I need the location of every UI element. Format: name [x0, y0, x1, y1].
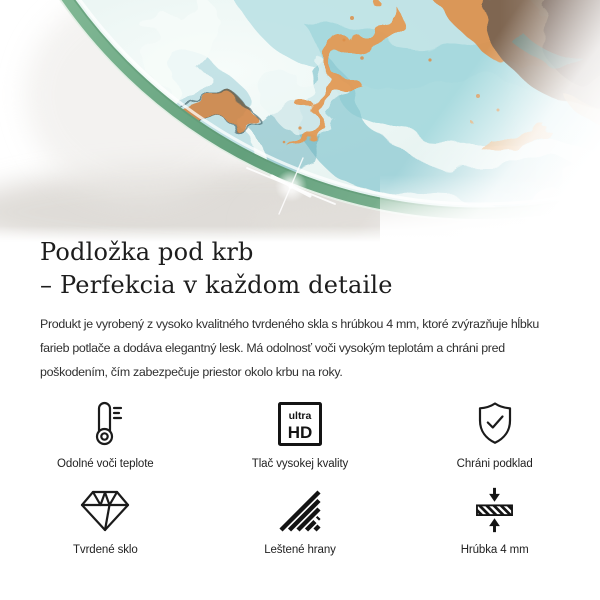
svg-text:HD: HD [287, 423, 313, 442]
polished-edges-icon [276, 486, 324, 534]
feature-label: Hrúbka 4 mm [460, 544, 529, 556]
feature-item-heat-resistant [8, 400, 203, 472]
feature-item-tempered-glass [8, 486, 203, 558]
product-info-section [0, 236, 600, 558]
thickness-press-icon [472, 486, 517, 534]
feature-item-print-quality [203, 400, 398, 472]
feature-label: Odolné voči teplote [57, 458, 154, 470]
feature-item-protects-floor [397, 400, 592, 472]
glass-pad-image [0, 0, 600, 242]
thermometer-heat-icon [86, 400, 124, 448]
page-title [40, 236, 600, 302]
title-line-1: Podložka pod krb [40, 238, 254, 266]
svg-text:ultra: ultra [288, 410, 312, 422]
diamond-icon [78, 486, 132, 534]
feature-label: Chráni podklad [456, 458, 533, 470]
feature-label: Tvrdené sklo [73, 544, 138, 556]
title-line-2: – Perfekcia v každom detaile [40, 271, 393, 299]
description-line: poškodením, čím zabezpečuje priestor okolo krbu na roky. [40, 365, 343, 379]
features-grid [8, 400, 592, 558]
photo-fade-overlay [0, 0, 600, 242]
description-line: Produkt je vyrobený z vysoko kvalitného tvrdeného skla s hrúbkou 4 mm, ktoré zvýrazňuje hĺbku [40, 317, 539, 331]
shield-check-icon [473, 400, 517, 448]
feature-label: Tlač vysokej kvality [251, 458, 349, 470]
feature-item-polished-edges [203, 486, 398, 558]
product-description [40, 312, 600, 384]
description-line: farieb potlače a dodáva elegantný lesk. Má odolnosť voči vysokým teplotám a chráni pred [40, 341, 505, 355]
feature-item-thickness [397, 486, 592, 558]
feature-label: Leštené hrany [264, 544, 336, 556]
hero-product-image [0, 0, 600, 242]
ultra-hd-icon [276, 400, 324, 448]
